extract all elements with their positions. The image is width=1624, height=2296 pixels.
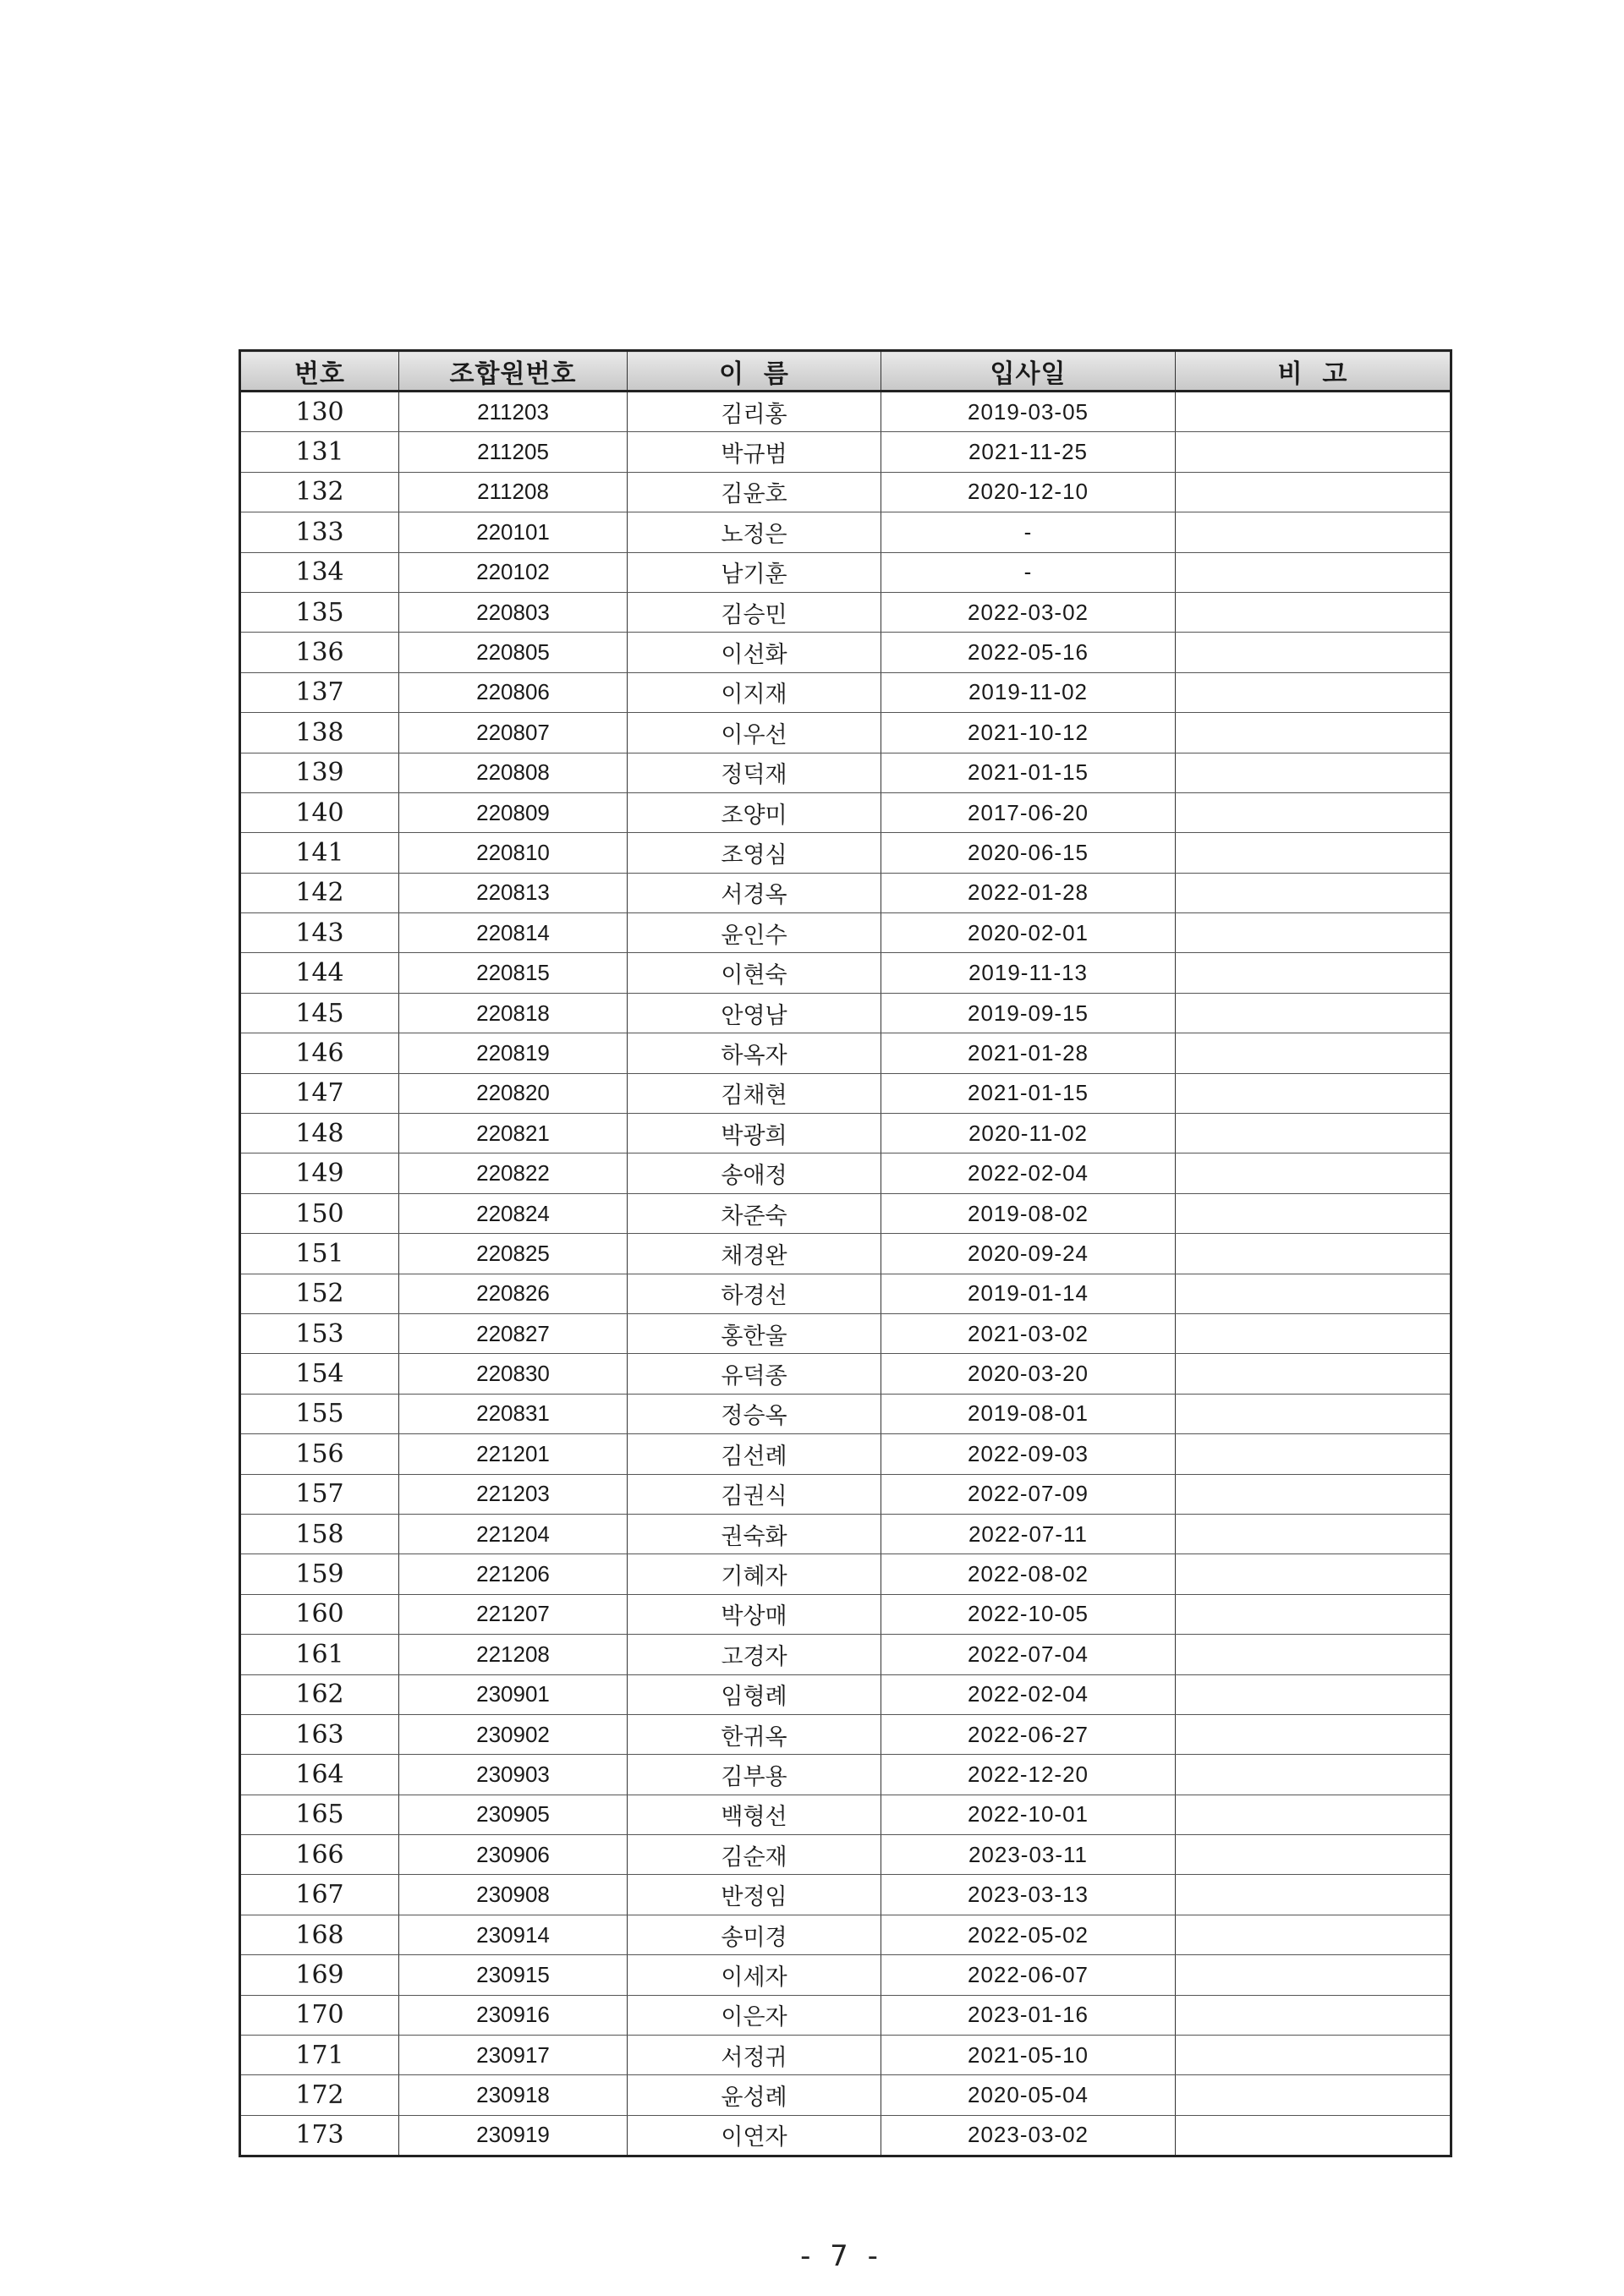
member-roster-table [239,349,1452,2157]
table-row [240,1394,1451,1433]
table-row [240,1795,1451,1834]
cell-hire-date: 2021-11-25 [881,432,1176,472]
cell-hire-date: 2022-10-05 [881,1594,1176,1634]
cell-member-id: 220101 [399,512,628,552]
cell-member-id: 220102 [399,552,628,592]
table-row [240,1153,1451,1193]
cell-note [1176,1354,1451,1394]
cell-number: 172 [240,2075,399,2115]
cell-member-id: 221206 [399,1554,628,1594]
cell-hire-date: 2023-03-13 [881,1875,1176,1915]
cell-member-id: 221201 [399,1434,628,1474]
cell-name: 조영심 [628,833,881,873]
cell-number: 131 [240,432,399,472]
table-row [240,833,1451,873]
cell-number: 168 [240,1915,399,1954]
cell-member-id: 230916 [399,1995,628,2035]
cell-hire-date: - [881,512,1176,552]
cell-note [1176,1033,1451,1073]
cell-note [1176,633,1451,672]
table-row [240,753,1451,792]
cell-number: 138 [240,713,399,753]
cell-hire-date: 2022-07-04 [881,1635,1176,1674]
table-row [240,512,1451,552]
cell-name: 김리홍 [628,392,881,432]
cell-member-id: 230918 [399,2075,628,2115]
table-row [240,1714,1451,1754]
cell-number: 130 [240,392,399,432]
cell-member-id: 220815 [399,953,628,993]
cell-hire-date: 2021-01-15 [881,753,1176,792]
cell-note [1176,2036,1451,2075]
cell-name: 하옥자 [628,1033,881,1073]
cell-member-id: 230901 [399,1674,628,1714]
cell-number: 159 [240,1554,399,1594]
cell-member-id: 220827 [399,1313,628,1353]
table-body [240,392,1451,2156]
cell-name: 박규범 [628,432,881,472]
cell-hire-date: 2022-09-03 [881,1434,1176,1474]
table-row [240,792,1451,832]
cell-note [1176,1755,1451,1795]
cell-name: 한귀옥 [628,1714,881,1754]
cell-hire-date: 2022-02-04 [881,1153,1176,1193]
cell-number: 154 [240,1354,399,1394]
cell-number: 137 [240,672,399,712]
cell-number: 166 [240,1835,399,1875]
cell-note [1176,873,1451,912]
cell-name: 채경완 [628,1234,881,1274]
cell-number: 149 [240,1153,399,1193]
cell-member-id: 220818 [399,993,628,1033]
cell-number: 160 [240,1594,399,1634]
cell-name: 김순재 [628,1835,881,1875]
cell-hire-date: 2020-06-15 [881,833,1176,873]
cell-name: 박광희 [628,1114,881,1153]
cell-name: 노정은 [628,512,881,552]
cell-note [1176,833,1451,873]
cell-hire-date: - [881,552,1176,592]
cell-hire-date: 2019-08-02 [881,1193,1176,1233]
table-row [240,1514,1451,1553]
table-row [240,1474,1451,1514]
cell-name: 김채현 [628,1073,881,1113]
cell-member-id: 230903 [399,1755,628,1795]
cell-note [1176,1674,1451,1714]
cell-number: 151 [240,1234,399,1274]
cell-hire-date: 2021-01-15 [881,1073,1176,1113]
cell-hire-date: 2022-02-04 [881,1674,1176,1714]
cell-name: 남기훈 [628,552,881,592]
cell-member-id: 230905 [399,1795,628,1834]
header-hire-date: 입사일 [881,351,1176,392]
table-row [240,1434,1451,1474]
cell-note [1176,2115,1451,2156]
table-row [240,1193,1451,1233]
cell-number: 148 [240,1114,399,1153]
cell-number: 156 [240,1434,399,1474]
cell-name: 차준숙 [628,1193,881,1233]
cell-name: 임형례 [628,1674,881,1714]
cell-hire-date: 2021-03-02 [881,1313,1176,1353]
cell-note [1176,1514,1451,1553]
cell-note [1176,953,1451,993]
cell-name: 박상매 [628,1594,881,1634]
cell-name: 윤인수 [628,913,881,953]
cell-number: 136 [240,633,399,672]
cell-note [1176,1875,1451,1915]
table-row [240,1114,1451,1153]
cell-name: 고경자 [628,1635,881,1674]
cell-number: 171 [240,2036,399,2075]
cell-member-id: 221208 [399,1635,628,1674]
cell-note [1176,1714,1451,1754]
cell-note [1176,1434,1451,1474]
cell-hire-date: 2022-05-02 [881,1915,1176,1954]
cell-hire-date: 2020-09-24 [881,1234,1176,1274]
cell-note [1176,1274,1451,1313]
cell-number: 155 [240,1394,399,1433]
cell-name: 이세자 [628,1955,881,1995]
table-row [240,873,1451,912]
cell-member-id: 221203 [399,1474,628,1514]
cell-name: 이선화 [628,633,881,672]
cell-hire-date: 2020-03-20 [881,1354,1176,1394]
cell-number: 161 [240,1635,399,1674]
cell-name: 윤성례 [628,2075,881,2115]
table-row [240,1635,1451,1674]
cell-hire-date: 2017-06-20 [881,792,1176,832]
cell-note [1176,1234,1451,1274]
cell-hire-date: 2020-11-02 [881,1114,1176,1153]
header-name: 이 름 [628,351,881,392]
cell-name: 권숙화 [628,1514,881,1553]
cell-note [1176,1394,1451,1433]
cell-hire-date: 2019-11-02 [881,672,1176,712]
cell-member-id: 230902 [399,1714,628,1754]
table-row [240,1073,1451,1113]
cell-number: 139 [240,753,399,792]
cell-number: 144 [240,953,399,993]
page-number: - 7 - [800,2239,883,2273]
table-row [240,432,1451,472]
cell-number: 152 [240,1274,399,1313]
cell-hire-date: 2023-03-02 [881,2115,1176,2156]
cell-member-id: 220822 [399,1153,628,1193]
cell-hire-date: 2019-09-15 [881,993,1176,1033]
cell-note [1176,1635,1451,1674]
cell-number: 143 [240,913,399,953]
table-row [240,592,1451,632]
table-header [240,351,1451,392]
cell-hire-date: 2021-10-12 [881,713,1176,753]
cell-name: 백형선 [628,1795,881,1834]
cell-name: 송미경 [628,1915,881,1954]
cell-member-id: 211203 [399,392,628,432]
table-row [240,2115,1451,2156]
cell-member-id: 220813 [399,873,628,912]
table-row [240,1274,1451,1313]
table-row [240,1674,1451,1714]
cell-member-id: 211208 [399,472,628,512]
cell-name: 이우선 [628,713,881,753]
cell-member-id: 220819 [399,1033,628,1073]
cell-note [1176,1193,1451,1233]
cell-number: 132 [240,472,399,512]
cell-member-id: 230917 [399,2036,628,2075]
table-row [240,1835,1451,1875]
cell-member-id: 220820 [399,1073,628,1113]
cell-number: 140 [240,792,399,832]
cell-hire-date: 2022-07-11 [881,1514,1176,1553]
cell-name: 조양미 [628,792,881,832]
cell-member-id: 221204 [399,1514,628,1553]
cell-number: 142 [240,873,399,912]
cell-hire-date: 2022-08-02 [881,1554,1176,1594]
cell-hire-date: 2022-07-09 [881,1474,1176,1514]
cell-member-id: 220824 [399,1193,628,1233]
cell-name: 이연자 [628,2115,881,2156]
cell-number: 141 [240,833,399,873]
cell-note [1176,672,1451,712]
table-row [240,2036,1451,2075]
cell-name: 김권식 [628,1474,881,1514]
cell-name: 이지재 [628,672,881,712]
cell-number: 163 [240,1714,399,1754]
cell-name: 반정임 [628,1875,881,1915]
cell-note [1176,1955,1451,1995]
cell-note [1176,1313,1451,1353]
table-row [240,633,1451,672]
cell-hire-date: 2019-11-13 [881,953,1176,993]
cell-member-id: 220831 [399,1394,628,1433]
cell-number: 135 [240,592,399,632]
cell-note [1176,1594,1451,1634]
header-row [240,351,1451,392]
table-row [240,1313,1451,1353]
table-row [240,1955,1451,1995]
table-row [240,953,1451,993]
cell-name: 정승옥 [628,1394,881,1433]
cell-note [1176,1795,1451,1834]
table-row [240,993,1451,1033]
cell-note [1176,1915,1451,1954]
table-row [240,552,1451,592]
table-row [240,1354,1451,1394]
cell-hire-date: 2022-06-27 [881,1714,1176,1754]
cell-number: 153 [240,1313,399,1353]
cell-hire-date: 2022-05-16 [881,633,1176,672]
header-member-id: 조합원번호 [399,351,628,392]
cell-note [1176,1835,1451,1875]
table-row [240,1915,1451,1954]
cell-note [1176,592,1451,632]
cell-name: 송애정 [628,1153,881,1193]
cell-number: 169 [240,1955,399,1995]
cell-number: 173 [240,2115,399,2156]
cell-member-id: 230914 [399,1915,628,1954]
table-row [240,1995,1451,2035]
cell-member-id: 220808 [399,753,628,792]
table-row [240,1875,1451,1915]
cell-note [1176,1995,1451,2035]
cell-number: 145 [240,993,399,1033]
cell-name: 안영남 [628,993,881,1033]
cell-name: 서정귀 [628,2036,881,2075]
cell-note [1176,1073,1451,1113]
cell-note [1176,713,1451,753]
cell-name: 하경선 [628,1274,881,1313]
cell-note [1176,472,1451,512]
table-row [240,472,1451,512]
cell-name: 김승민 [628,592,881,632]
cell-hire-date: 2019-03-05 [881,392,1176,432]
cell-hire-date: 2021-01-28 [881,1033,1176,1073]
cell-note [1176,1114,1451,1153]
cell-name: 김윤호 [628,472,881,512]
cell-number: 133 [240,512,399,552]
cell-number: 157 [240,1474,399,1514]
cell-number: 150 [240,1193,399,1233]
cell-number: 147 [240,1073,399,1113]
cell-member-id: 220805 [399,633,628,672]
cell-note [1176,552,1451,592]
cell-hire-date: 2023-03-11 [881,1835,1176,1875]
table-row [240,713,1451,753]
cell-hire-date: 2022-12-20 [881,1755,1176,1795]
cell-number: 165 [240,1795,399,1834]
cell-name: 이현숙 [628,953,881,993]
cell-hire-date: 2019-01-14 [881,1274,1176,1313]
cell-note [1176,753,1451,792]
cell-number: 146 [240,1033,399,1073]
table-row [240,1594,1451,1634]
cell-number: 164 [240,1755,399,1795]
cell-hire-date: 2022-10-01 [881,1795,1176,1834]
cell-note [1176,993,1451,1033]
table-row [240,1554,1451,1594]
cell-name: 김선례 [628,1434,881,1474]
cell-hire-date: 2020-02-01 [881,913,1176,953]
table-row [240,1033,1451,1073]
cell-member-id: 220809 [399,792,628,832]
cell-name: 홍한울 [628,1313,881,1353]
table-row [240,672,1451,712]
cell-hire-date: 2019-08-01 [881,1394,1176,1433]
table-row [240,392,1451,432]
cell-number: 167 [240,1875,399,1915]
cell-note [1176,392,1451,432]
table-row [240,913,1451,953]
cell-note [1176,1474,1451,1514]
cell-note [1176,432,1451,472]
cell-hire-date: 2022-01-28 [881,873,1176,912]
cell-member-id: 220821 [399,1114,628,1153]
cell-member-id: 230919 [399,2115,628,2156]
cell-member-id: 220803 [399,592,628,632]
cell-member-id: 220814 [399,913,628,953]
cell-number: 162 [240,1674,399,1714]
cell-note [1176,512,1451,552]
cell-number: 134 [240,552,399,592]
cell-hire-date: 2020-12-10 [881,472,1176,512]
cell-member-id: 220826 [399,1274,628,1313]
cell-name: 서경옥 [628,873,881,912]
cell-member-id: 230906 [399,1835,628,1875]
cell-hire-date: 2020-05-04 [881,2075,1176,2115]
header-number: 번호 [240,351,399,392]
cell-member-id: 230915 [399,1955,628,1995]
cell-note [1176,792,1451,832]
cell-hire-date: 2021-05-10 [881,2036,1176,2075]
cell-note [1176,913,1451,953]
cell-hire-date: 2022-06-07 [881,1955,1176,1995]
cell-number: 158 [240,1514,399,1553]
cell-name: 정덕재 [628,753,881,792]
cell-member-id: 211205 [399,432,628,472]
cell-member-id: 220825 [399,1234,628,1274]
cell-number: 170 [240,1995,399,2035]
cell-member-id: 220830 [399,1354,628,1394]
cell-name: 유덕종 [628,1354,881,1394]
cell-member-id: 220810 [399,833,628,873]
cell-member-id: 230908 [399,1875,628,1915]
cell-member-id: 221207 [399,1594,628,1634]
cell-note [1176,1153,1451,1193]
cell-note [1176,1554,1451,1594]
cell-hire-date: 2023-01-16 [881,1995,1176,2035]
cell-name: 김부용 [628,1755,881,1795]
cell-member-id: 220806 [399,672,628,712]
table-row [240,2075,1451,2115]
cell-note [1176,2075,1451,2115]
table-row [240,1755,1451,1795]
header-note: 비 고 [1176,351,1451,392]
cell-name: 기혜자 [628,1554,881,1594]
cell-hire-date: 2022-03-02 [881,592,1176,632]
table-row [240,1234,1451,1274]
cell-name: 이은자 [628,1995,881,2035]
cell-member-id: 220807 [399,713,628,753]
